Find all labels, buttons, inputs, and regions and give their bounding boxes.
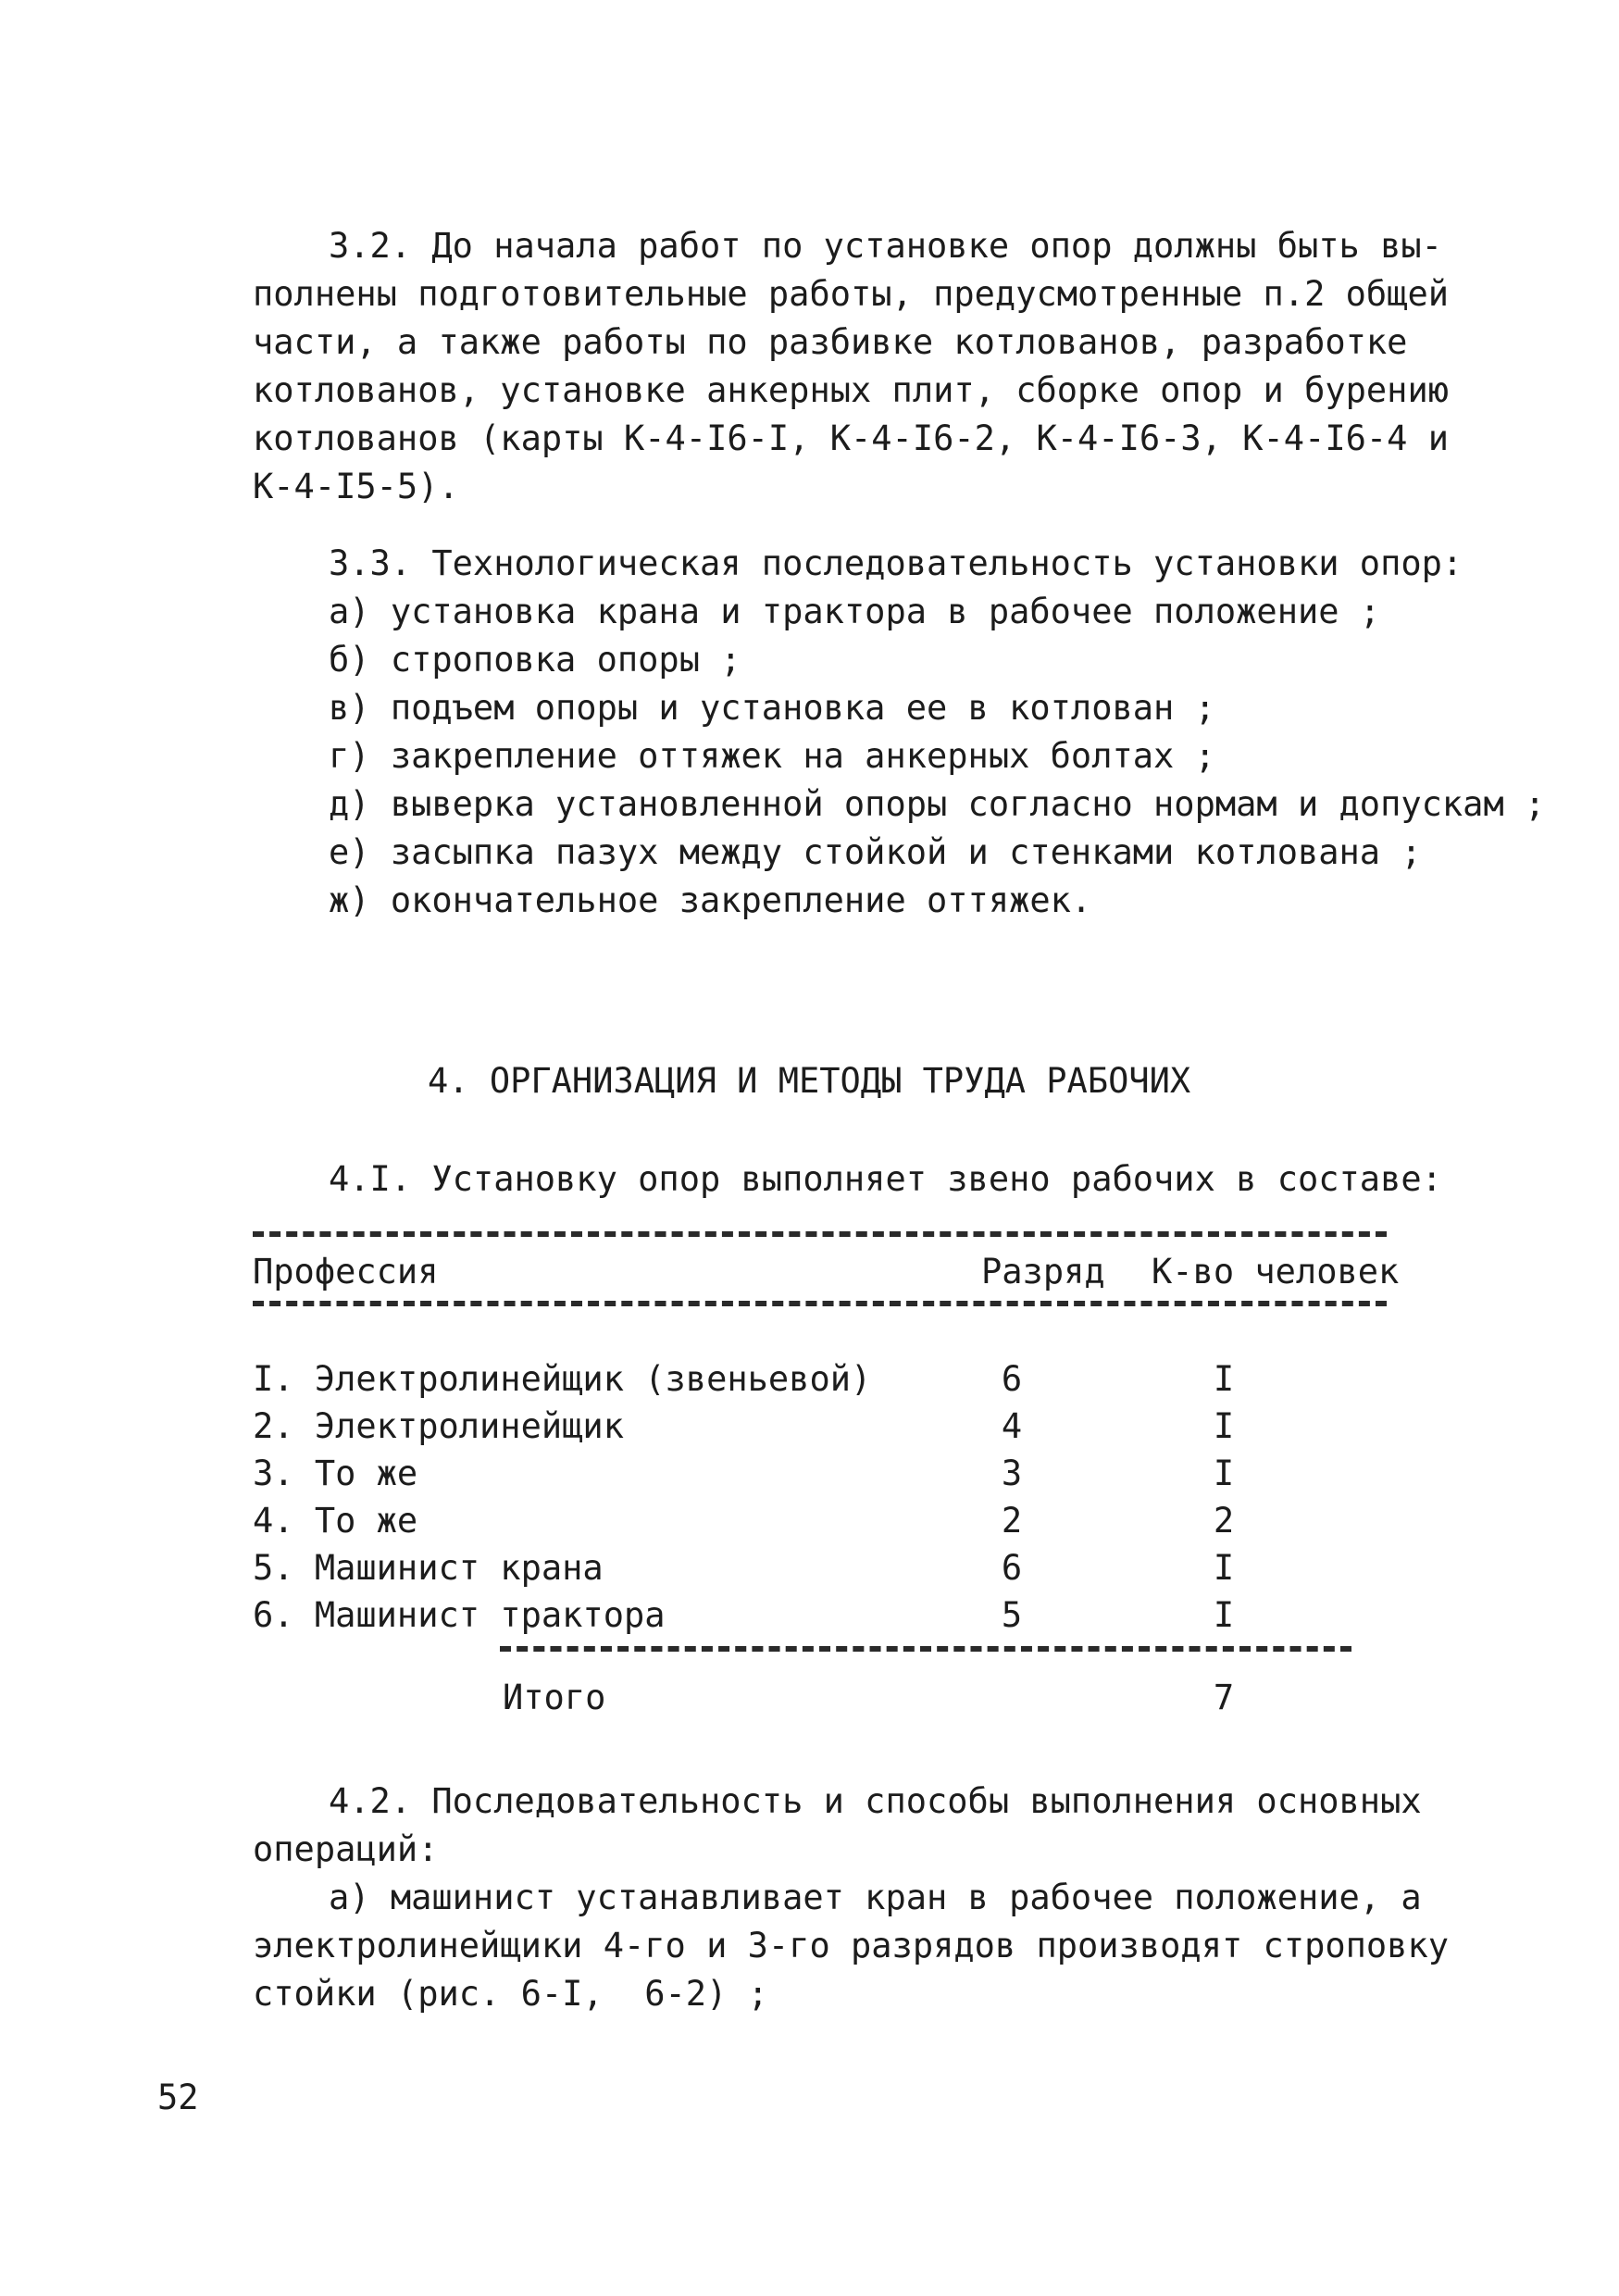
- table-row-4-profession: 4. То же: [253, 1501, 418, 1541]
- table-row-6-grade: 5: [1001, 1595, 1023, 1635]
- table-row-4-grade: 2: [1001, 1501, 1023, 1541]
- total-value: 7: [1213, 1678, 1235, 1717]
- table-row-2-count: I: [1213, 1406, 1235, 1446]
- paragraph-3-2-line-4: котлованов, установке анкерных плит, сборке опор и бурению: [253, 370, 1450, 410]
- paragraph-4-2-line-3: а) машинист устанавливает кран в рабочее положение, а: [329, 1878, 1422, 1917]
- paragraph-3-2-line-3: части, а также работы по разбивке котлованов, разработке: [253, 322, 1408, 362]
- paragraph-4-2-line-5: стойки (рис. 6-I, 6-2) ;: [253, 1974, 768, 2014]
- total-label: Итого: [503, 1678, 606, 1717]
- table-total-rule: [500, 1646, 1351, 1652]
- table-top-rule: [253, 1231, 1387, 1237]
- list-item-g: г) закрепление оттяжек на анкерных болтах ;: [329, 736, 1215, 776]
- table-row-1-grade: 6: [1001, 1359, 1023, 1399]
- table-row-5-profession: 5. Машинист крана: [253, 1548, 604, 1588]
- section-4-heading: 4. ОРГАНИЗАЦИЯ И МЕТОДЫ ТРУДА РАБОЧИХ: [428, 1061, 1191, 1101]
- list-item-a: а) установка крана и трактора в рабочее положение ;: [329, 592, 1381, 631]
- table-row-1-count: I: [1213, 1359, 1235, 1399]
- table-row-6-profession: 6. Машинист трактора: [253, 1595, 666, 1635]
- table-row-5-count: I: [1213, 1548, 1235, 1588]
- header-profession: Профессия: [253, 1252, 439, 1292]
- list-item-d: д) выверка установленной опоры согласно нормам и допускам ;: [329, 784, 1546, 824]
- table-row-6-count: I: [1213, 1595, 1235, 1635]
- paragraph-3-2-line-2: полнены подготовительные работы, предусмотренные п.2 общей: [253, 274, 1450, 314]
- table-row-3-count: I: [1213, 1454, 1235, 1493]
- paragraph-4-2-line-4: электролинейщики 4-го и 3-го разрядов производят строповку: [253, 1926, 1450, 1965]
- list-item-v: в) подъем опоры и установка ее в котлован ;: [329, 688, 1215, 728]
- table-row-5-grade: 6: [1001, 1548, 1023, 1588]
- table-header-rule: [253, 1301, 1387, 1306]
- paragraph-4-2-line-2: операций:: [253, 1829, 439, 1869]
- table-row-3-profession: 3. То же: [253, 1454, 418, 1493]
- paragraph-3-2-line-5: котлованов (карты К-4-I6-I, К-4-I6-2, К-4-I6-3, К-4-I6-4 и: [253, 418, 1450, 458]
- table-row-2-grade: 4: [1001, 1406, 1023, 1446]
- list-item-e: е) засыпка пазух между стойкой и стенками котлована ;: [329, 832, 1422, 872]
- paragraph-3-2-line-6: К-4-I5-5).: [253, 467, 459, 506]
- list-item-zh: ж) окончательное закрепление оттяжек.: [329, 880, 1092, 920]
- table-row-3-grade: 3: [1001, 1454, 1023, 1493]
- page-number: 52: [157, 2078, 199, 2117]
- list-item-b: б) строповка опоры ;: [329, 640, 741, 680]
- section-4-1-intro: 4.I. Установку опор выполняет звено рабочих в составе:: [329, 1159, 1442, 1199]
- header-grade: Разряд: [981, 1252, 1105, 1292]
- header-count: К-во человек: [1152, 1252, 1400, 1292]
- table-row-1-profession: I. Электролинейщик (звеньевой): [253, 1359, 872, 1399]
- paragraph-3-3-heading: 3.3. Технологическая последовательность установки опор:: [329, 543, 1463, 583]
- paragraph-3-2-line-1: 3.2. До начала работ по установке опор должны быть вы-: [329, 226, 1442, 266]
- paragraph-4-2-line-1: 4.2. Последовательность и способы выполнения основных: [329, 1781, 1422, 1821]
- table-row-2-profession: 2. Электролинейщик: [253, 1406, 624, 1446]
- table-row-4-count: 2: [1213, 1501, 1235, 1541]
